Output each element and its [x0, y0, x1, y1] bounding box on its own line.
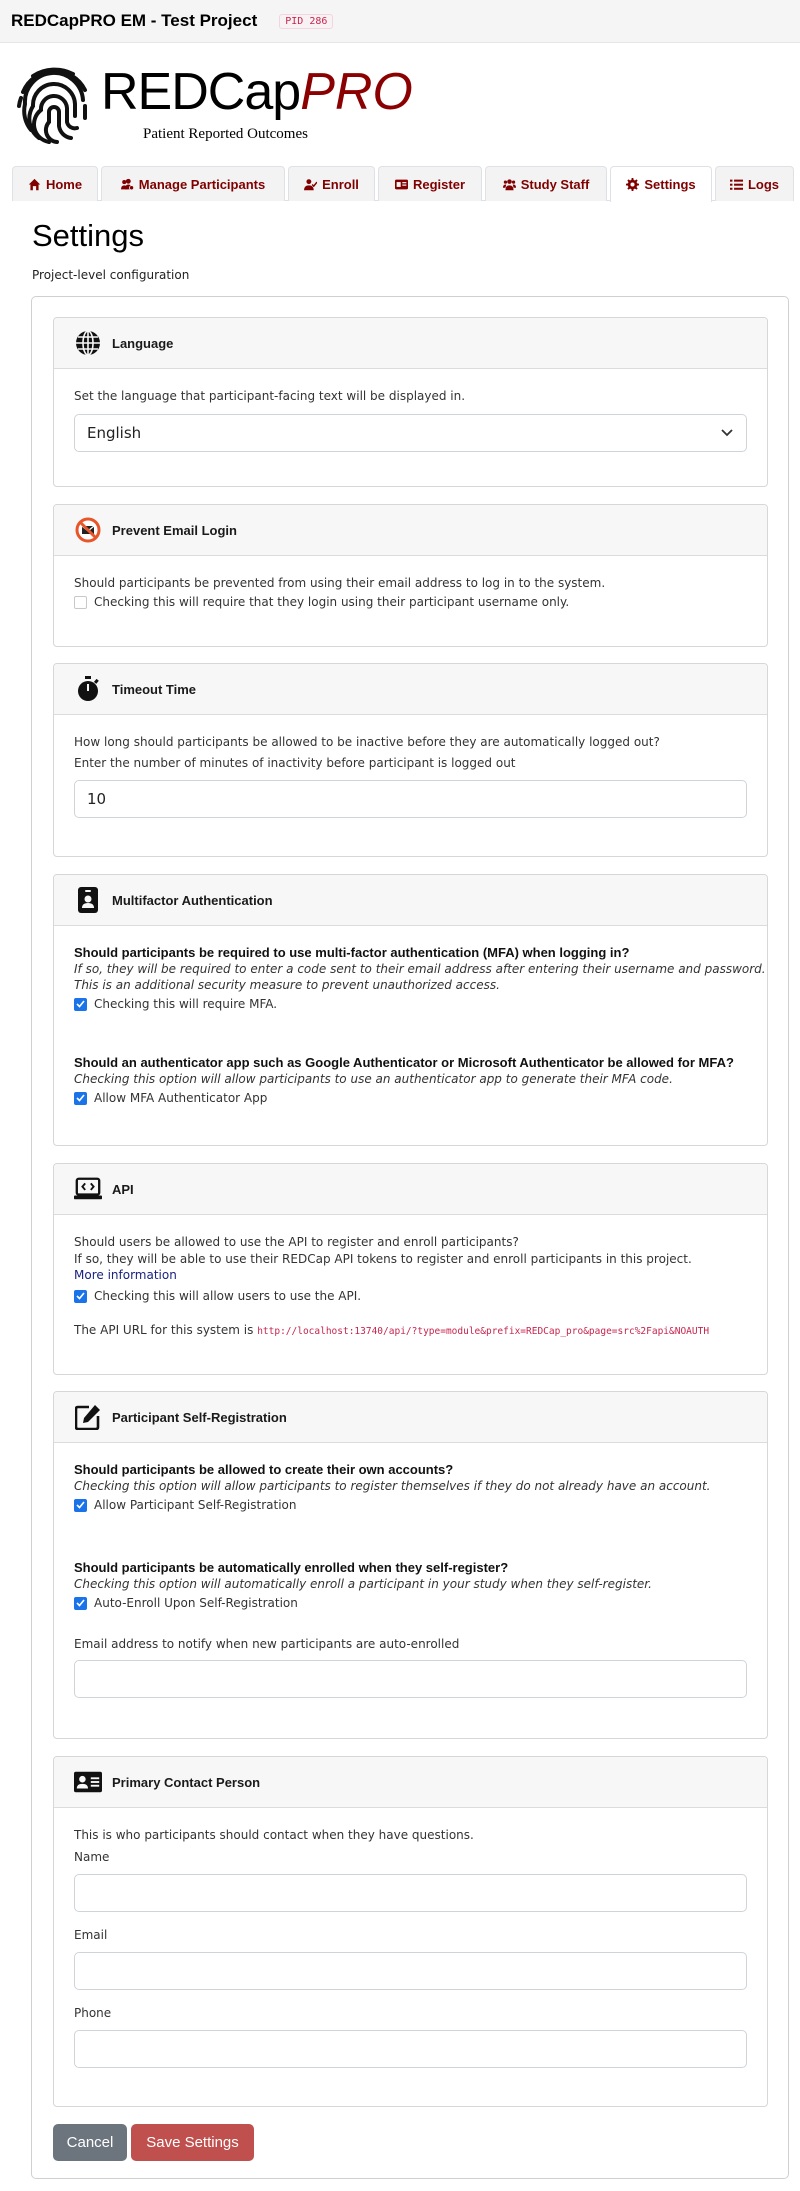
mfa-require-checkbox[interactable]	[74, 998, 87, 1011]
prevent-email-checkbox[interactable]	[74, 596, 87, 609]
notify-email-input[interactable]	[74, 1660, 747, 1698]
logo-pro: PRO	[300, 63, 413, 121]
self-registration-card	[53, 1391, 768, 1739]
project-title: REDCapPRO EM - Test Project	[11, 11, 258, 30]
api-enable-label: Checking this will allow users to use the API.	[94, 1289, 362, 1303]
mfa-header	[54, 875, 767, 926]
contact-description: This is who participants should contact when they have questions.	[74, 1828, 474, 1842]
users-cog-icon	[121, 178, 134, 191]
self-registration-header	[54, 1392, 767, 1443]
tab-settings[interactable]: Settings	[610, 166, 712, 202]
tab-manage-participants[interactable]: Manage Participants	[101, 166, 285, 201]
api-more-info-link[interactable]: More information	[74, 1268, 177, 1282]
prevent-email-header	[54, 505, 767, 556]
api-enable-checkbox[interactable]	[74, 1290, 87, 1303]
prevent-email-card	[53, 504, 768, 647]
gear-icon	[626, 178, 639, 191]
auto-enroll-option[interactable]	[74, 1596, 298, 1610]
self-reg-checkbox[interactable]	[74, 1499, 87, 1512]
user-check-icon	[304, 178, 317, 191]
save-settings-button[interactable]: Save Settings	[131, 2124, 254, 2161]
mfa-app-label: Allow MFA Authenticator App	[94, 1091, 268, 1105]
mfa-card	[53, 874, 768, 1146]
primary-contact-header	[54, 1757, 767, 1808]
project-header	[0, 0, 800, 43]
stopwatch-icon	[74, 675, 102, 703]
laptop-code-icon	[74, 1175, 102, 1203]
language-description: Set the language that participant-facing text will be displayed in.	[74, 389, 466, 403]
id-card-icon	[395, 178, 408, 191]
prevent-email-checkbox-label: Checking this will require that they login using their participant username only.	[94, 595, 570, 609]
api-card	[53, 1163, 768, 1375]
notify-email-label: Email address to notify when new participants are auto-enrolled	[74, 1637, 460, 1651]
api-url-label: The API URL for this system is	[74, 1323, 254, 1337]
self-reg-question: Should participants be allowed to create their own accounts?	[74, 1462, 454, 1477]
list-icon	[730, 178, 743, 191]
auto-enroll-question: Should participants be automatically enrolled when they self-register?	[74, 1560, 509, 1575]
self-reg-note: Checking this option will allow participants to register themselves if they do not already have an account.	[74, 1479, 711, 1493]
self-reg-option[interactable]	[74, 1498, 297, 1512]
api-enable-option[interactable]	[74, 1289, 361, 1303]
redcappro-logo	[11, 60, 411, 150]
logo-tagline: Patient Reported Outcomes	[143, 126, 308, 142]
mfa-note-2: This is an additional security measure to prevent unauthorized access.	[74, 978, 500, 992]
timeout-title: Timeout Time	[112, 681, 197, 697]
contact-name-label: Name	[74, 1850, 110, 1864]
mfa-question: Should participants be required to use multi-factor authentication (MFA) when logging in?	[74, 945, 630, 960]
language-card	[53, 317, 768, 487]
language-select[interactable]	[74, 414, 747, 452]
timeout-question: How long should participants be allowed to be inactive before they are automatically logged out?	[74, 735, 660, 749]
self-reg-label: Allow Participant Self-Registration	[94, 1498, 297, 1512]
logo-wordmark	[101, 64, 413, 120]
users-icon	[503, 178, 516, 191]
mfa-app-checkbox[interactable]	[74, 1092, 87, 1105]
auto-enroll-note: Checking this option will automatically enroll a participant in your study when they self-register.	[74, 1577, 652, 1591]
language-selected: English	[87, 424, 142, 442]
primary-contact-card	[53, 1756, 768, 2107]
timeout-card	[53, 663, 768, 857]
mfa-require-option[interactable]	[74, 997, 277, 1011]
api-title: API	[112, 1181, 134, 1197]
timeout-label: Enter the number of minutes of inactivity before participant is logged out	[74, 756, 516, 770]
primary-contact-title: Primary Contact Person	[112, 1774, 261, 1790]
pid-badge: PID 286	[279, 14, 333, 29]
language-title: Language	[112, 335, 174, 351]
auto-enroll-label: Auto-Enroll Upon Self-Registration	[94, 1596, 298, 1610]
page-title: Settings	[32, 218, 145, 253]
globe-icon	[74, 329, 102, 357]
contact-phone-input[interactable]	[74, 2030, 747, 2068]
mfa-app-option[interactable]	[74, 1091, 267, 1105]
prevent-email-title: Prevent Email Login	[112, 522, 237, 538]
tab-enroll[interactable]: Enroll	[288, 166, 375, 201]
tab-study-staff[interactable]: Study Staff	[485, 166, 607, 201]
contact-phone-label: Phone	[74, 2006, 112, 2020]
api-url-row	[74, 1323, 709, 1337]
language-card-header	[54, 318, 767, 369]
api-note: If so, they will be able to use their REDCap API tokens to register and enroll participants in this project.	[74, 1252, 692, 1266]
contact-email-label: Email	[74, 1928, 108, 1942]
prevent-email-question: Should participants be prevented from using their email address to log in to the system.	[74, 576, 606, 590]
nav-tabs	[12, 166, 788, 201]
self-registration-title: Participant Self-Registration	[112, 1409, 287, 1425]
no-email-icon	[74, 516, 102, 544]
home-icon	[28, 178, 41, 191]
auto-enroll-checkbox[interactable]	[74, 1597, 87, 1610]
contact-name-input[interactable]	[74, 1874, 747, 1912]
mfa-note-1: If so, they will be required to enter a code sent to their email address after entering their username and password.	[74, 962, 766, 976]
contact-email-input[interactable]	[74, 1952, 747, 1990]
id-badge-icon	[74, 886, 102, 914]
mfa-app-question: Should an authenticator app such as Google Authenticator or Microsoft Authenticator be allowed for MFA?	[74, 1055, 734, 1070]
api-question: Should users be allowed to use the API to register and enroll participants?	[74, 1235, 519, 1249]
fingerprint-icon	[11, 60, 97, 146]
page-subtitle: Project-level configuration	[32, 268, 190, 282]
mfa-app-note: Checking this option will allow participants to use an authenticator app to generate their MFA code.	[74, 1072, 673, 1086]
mfa-title: Multifactor Authentication	[112, 892, 273, 908]
address-card-icon	[74, 1768, 102, 1796]
edit-icon	[74, 1403, 102, 1431]
api-header	[54, 1164, 767, 1215]
cancel-button[interactable]: Cancel	[53, 2124, 127, 2161]
api-url: http://localhost:13740/api/?type=module&prefix=REDCap_pro&page=src%2Fapi&NOAUTH	[257, 1326, 710, 1337]
tab-home[interactable]: Home	[12, 166, 98, 201]
chevron-down-icon	[720, 428, 734, 438]
logo-redcap: REDCap	[101, 63, 301, 121]
tab-logs[interactable]: Logs	[715, 166, 794, 201]
tab-register[interactable]: Register	[378, 166, 482, 201]
timeout-header	[54, 664, 767, 715]
prevent-email-option[interactable]	[74, 595, 569, 609]
timeout-input[interactable]: 10	[74, 780, 747, 818]
mfa-require-label: Checking this will require MFA.	[94, 997, 278, 1011]
